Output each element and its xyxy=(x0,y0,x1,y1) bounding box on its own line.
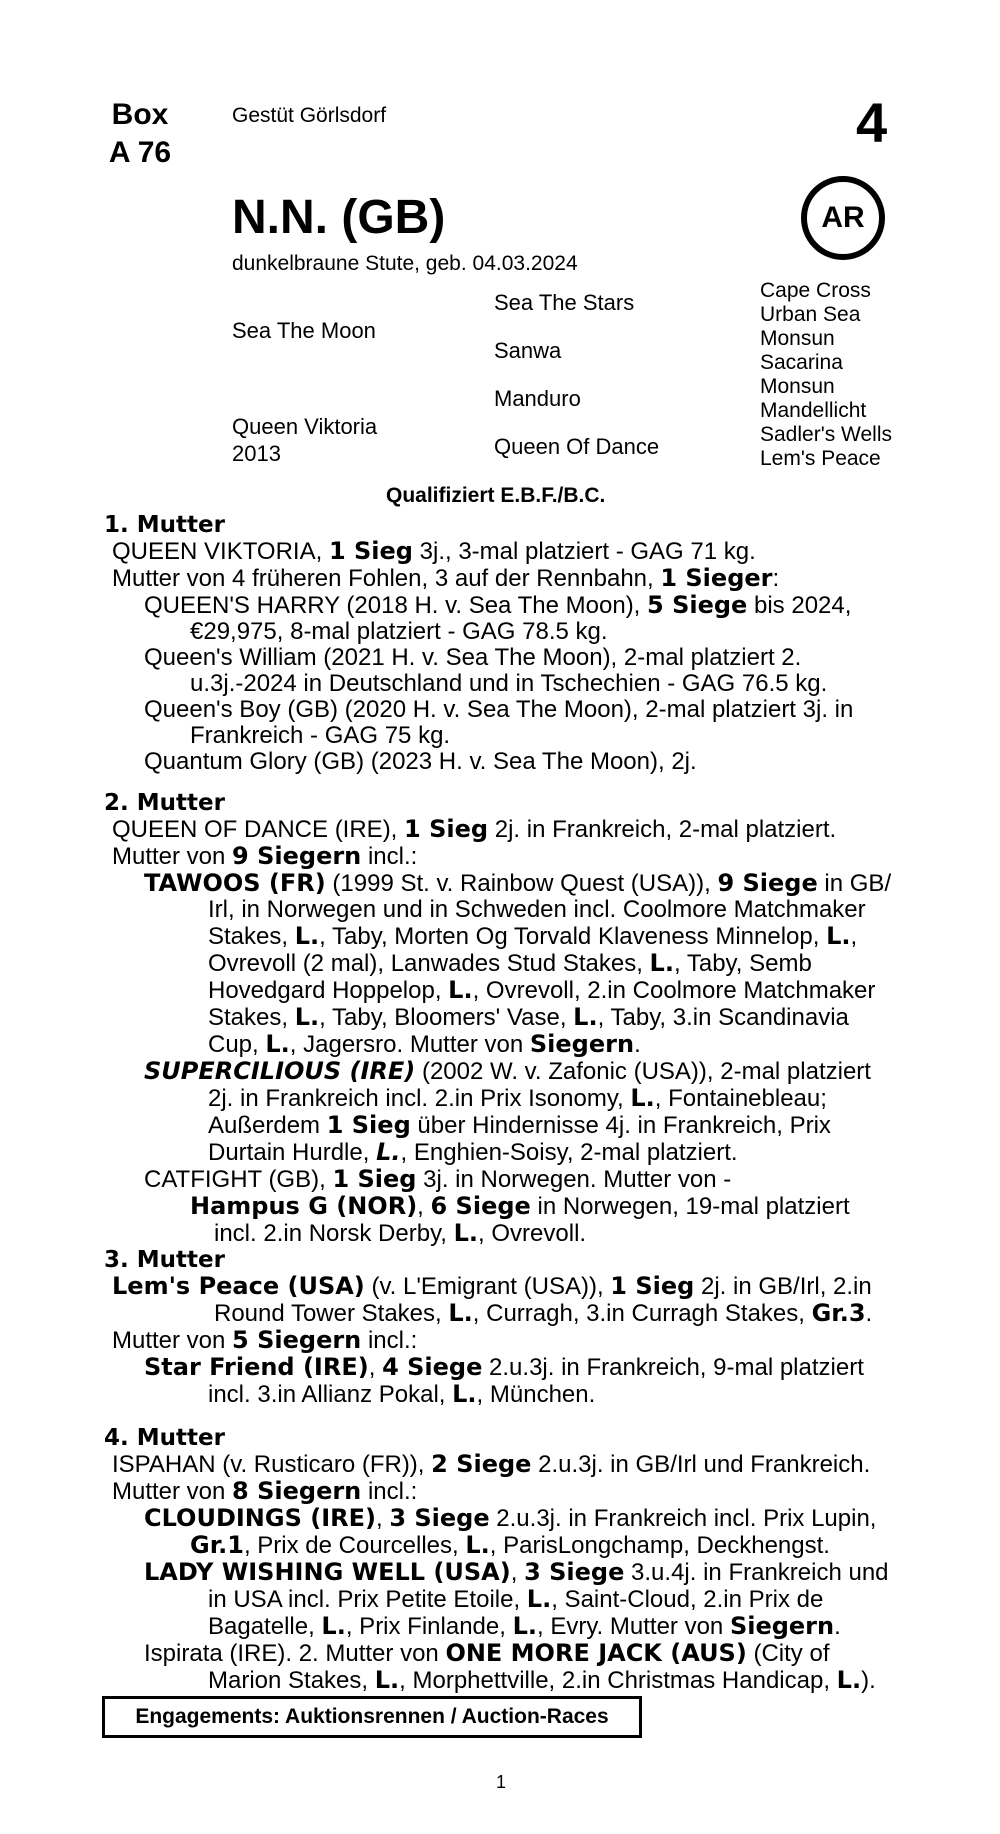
text: ISPAHAN (v. Rusticaro (FR)), xyxy=(112,1451,432,1478)
bold-text: 1 Sieg xyxy=(610,1272,695,1300)
text: (v. L'Emigrant (USA)), xyxy=(364,1273,611,1300)
text-line xyxy=(104,897,891,923)
bold-text: Gr.3 xyxy=(811,1299,866,1327)
text: , Jagersro. Mutter von xyxy=(289,1031,530,1058)
text: , Taby, Bloomers' Vase, xyxy=(319,1004,574,1031)
bold-text: L. xyxy=(649,949,674,977)
text-line xyxy=(104,1220,891,1247)
text: Hovedgard Hoppelop, xyxy=(208,977,449,1004)
text: Marion Stakes, xyxy=(208,1667,375,1694)
bold-text: L. xyxy=(448,1299,473,1327)
section-mutter-2 xyxy=(104,790,891,1247)
bold-text: 5 Siegern xyxy=(232,1326,362,1354)
bold-text: L. xyxy=(453,1219,479,1247)
text-line xyxy=(104,592,853,619)
text: . xyxy=(634,1031,641,1058)
pedigree-g3: Sadler's Wells xyxy=(760,423,892,446)
bold-text: 1 Sieg xyxy=(332,1165,417,1193)
text-line xyxy=(104,645,853,671)
bold-text: L. xyxy=(465,1531,490,1559)
lot-number: 4 xyxy=(856,91,888,154)
bold-text: 9 Siegern xyxy=(232,842,362,870)
text: incl. 3.in Allianz Pokal, xyxy=(208,1381,453,1408)
bold-text: 6 Siege xyxy=(430,1192,531,1220)
page-number: 1 xyxy=(496,1772,507,1792)
text: , Evry. Mutter von xyxy=(537,1613,730,1640)
text: , Saint-Cloud, 2.in Prix de xyxy=(551,1586,824,1613)
text: Queen's Boy (GB) (2020 H. v. Sea The Moon), 2-mal platziert 3j. in xyxy=(144,696,854,723)
text-line xyxy=(104,1478,889,1505)
text: ). xyxy=(861,1667,876,1694)
text: , Prix de Courcelles, xyxy=(243,1532,466,1559)
text-line xyxy=(104,723,853,749)
text: Bagatelle, xyxy=(208,1613,322,1640)
text: Durtain Hurdle, xyxy=(208,1139,377,1166)
bold-text: L. xyxy=(374,1666,400,1694)
text: 2j. in GB/Irl, 2.in xyxy=(694,1273,872,1300)
section-mutter-1 xyxy=(104,512,853,775)
text: Round Tower Stakes, xyxy=(214,1300,449,1327)
text-line xyxy=(104,1327,872,1354)
text-line xyxy=(104,538,853,565)
bold-text: 1 Sieger xyxy=(660,564,773,592)
engagements-label: Engagements: Auktionsrennen / Auction-Races xyxy=(135,1705,609,1728)
text: , München. xyxy=(476,1381,596,1408)
text-line xyxy=(104,1300,872,1327)
bold-text: Lem's Peace (USA) xyxy=(112,1272,365,1300)
bold-italic-text: SUPERCILIOUS (IRE) xyxy=(144,1057,416,1085)
bold-text: ONE MORE JACK (AUS) xyxy=(445,1639,747,1667)
box-label: Box xyxy=(111,98,169,131)
text: QUEEN VIKTORIA, xyxy=(112,538,329,565)
text: 3j., 3-mal platziert - GAG 71 kg. xyxy=(412,538,756,565)
text-line xyxy=(104,749,853,775)
section-title: 3. Mutter xyxy=(104,1247,225,1273)
text: Mutter von xyxy=(112,1478,233,1505)
text: Außerdem xyxy=(208,1112,327,1139)
pedigree-sire: Sea The Moon xyxy=(232,318,376,343)
bold-text: 1 Sieg xyxy=(328,537,413,565)
bold-text: TAWOOS (FR) xyxy=(144,869,326,897)
text: Mutter von xyxy=(112,843,233,870)
text: . xyxy=(865,1300,873,1327)
pedigree-g3: Monsun xyxy=(760,327,835,350)
text-line xyxy=(104,1613,889,1640)
text-line xyxy=(104,1004,891,1031)
pedigree-g3: Monsun xyxy=(760,375,835,398)
pedigree-g3: Lem's Peace xyxy=(760,447,881,470)
text: Queen's William (2021 H. v. Sea The Moon), 2-mal platziert 2. xyxy=(144,644,802,671)
pedigree-g2: Manduro xyxy=(494,386,581,411)
section-mutter-3 xyxy=(104,1247,872,1408)
text: 2.u.3j. in Frankreich incl. Prix Lupin, xyxy=(489,1505,877,1532)
pedigree-g2: Queen Of Dance xyxy=(494,434,660,459)
bold-text: L. xyxy=(294,1003,320,1031)
text: , Taby, 3.in Scandinavia xyxy=(597,1004,849,1031)
text: 3.u.4j. in Frankreich und xyxy=(624,1559,889,1586)
text-line xyxy=(104,977,891,1004)
bold-text: L. xyxy=(512,1612,537,1640)
text: 3j. in Norwegen. Mutter von - xyxy=(416,1166,732,1193)
text: . xyxy=(834,1613,841,1640)
text-line xyxy=(104,1193,891,1220)
text: 2.u.3j. in Frankreich, 9-mal platziert xyxy=(482,1354,864,1381)
bold-text: 9 Siege xyxy=(717,869,818,897)
text: , xyxy=(368,1354,383,1381)
text-line xyxy=(104,923,891,950)
text-line xyxy=(104,619,853,645)
text: Mutter von xyxy=(112,1327,233,1354)
text-line xyxy=(104,950,891,977)
text-line xyxy=(104,1166,891,1193)
text: in USA incl. Prix Petite Etoile, xyxy=(208,1586,527,1613)
text: , Morphettville, 2.in Christmas Handicap, xyxy=(399,1667,837,1694)
section-title: 1. Mutter xyxy=(104,512,225,538)
pedigree-dam-year: 2013 xyxy=(232,441,281,466)
text: , xyxy=(417,1193,431,1220)
text: : xyxy=(772,565,780,592)
stud-name: Gestüt Görlsdorf xyxy=(232,104,387,127)
text: (City of xyxy=(746,1640,830,1667)
text: 2.u.3j. in GB/Irl und Frankreich. xyxy=(531,1451,871,1478)
text: QUEEN OF DANCE (IRE), xyxy=(112,816,405,843)
section-mutter-4 xyxy=(104,1425,889,1694)
bold-text: L. xyxy=(265,1030,290,1058)
bold-text: Star Friend (IRE) xyxy=(144,1353,369,1381)
bold-text: L. xyxy=(294,922,320,950)
text: CATFIGHT (GB), xyxy=(144,1166,333,1193)
pedigree-g3: Cape Cross xyxy=(760,279,871,302)
text: in GB/ xyxy=(817,870,892,897)
bold-text: L. xyxy=(826,922,851,950)
text-line xyxy=(104,1381,872,1408)
text: u.3j.-2024 in Deutschland und in Tschechien - GAG 76.5 kg. xyxy=(190,670,828,697)
section-title: 2. Mutter xyxy=(104,790,225,816)
text: , Curragh, 3.in Curragh Stakes, xyxy=(472,1300,812,1327)
text: , Fontainebleau; xyxy=(654,1085,827,1112)
bold-text: Gr.1 xyxy=(190,1531,244,1559)
text-line xyxy=(104,1505,889,1532)
text-line xyxy=(104,1031,891,1058)
text: Frankreich - GAG 75 kg. xyxy=(190,722,451,749)
bold-text: Siegern xyxy=(729,1612,835,1640)
bold-text: 5 Siege xyxy=(647,591,748,619)
text-line xyxy=(104,1354,872,1381)
text: incl. 2.in Norsk Derby, xyxy=(214,1220,454,1247)
bold-text: L. xyxy=(573,1003,598,1031)
text: Irl, in Norwegen und in Schweden incl. Coolmore Matchmaker xyxy=(208,896,866,923)
ar-badge xyxy=(801,176,885,260)
bold-text: 4 Siege xyxy=(382,1353,483,1381)
bold-text: 3 Siege xyxy=(524,1558,625,1586)
text: €29,975, 8-mal platziert - GAG 78.5 kg. xyxy=(190,618,608,645)
pedigree-g3: Mandellicht xyxy=(760,399,867,422)
text: incl.: xyxy=(361,1478,418,1505)
text: (2002 W. v. Zafonic (USA)), 2-mal platziert xyxy=(415,1058,871,1085)
text: , Prix Finlande, xyxy=(345,1613,513,1640)
pedigree-g3: Urban Sea xyxy=(760,303,861,326)
bold-text: L. xyxy=(836,1666,862,1694)
bold-text: 1 Sieg xyxy=(326,1111,411,1139)
bold-text: L. xyxy=(321,1612,346,1640)
text-line xyxy=(104,1451,889,1478)
text-line xyxy=(104,816,891,843)
text: QUEEN'S HARRY (2018 H. v. Sea The Moon), xyxy=(144,592,648,619)
bold-text: L. xyxy=(630,1084,655,1112)
text: , Ovrevoll. xyxy=(478,1220,587,1247)
text: 2j. in Frankreich, 2-mal platziert. xyxy=(488,816,837,843)
text-line xyxy=(104,1273,872,1300)
text-line xyxy=(104,1112,891,1139)
text: Mutter von 4 früheren Fohlen, 3 auf der Rennbahn, xyxy=(112,565,661,592)
pedigree-g2: Sanwa xyxy=(494,338,562,363)
bold-text: 3 Siege xyxy=(389,1504,490,1532)
text: , ParisLongchamp, Deckhengst. xyxy=(489,1532,830,1559)
text: , xyxy=(850,923,858,950)
text-line xyxy=(104,1667,889,1694)
text: (1999 St. v. Rainbow Quest (USA)), xyxy=(325,870,718,897)
text: bis 2024, xyxy=(747,592,852,619)
engagements-box xyxy=(102,1696,642,1738)
text-line xyxy=(104,1559,889,1586)
horse-description: dunkelbraune Stute, geb. 04.03.2024 xyxy=(232,252,578,275)
text: 2j. in Frankreich incl. 2.in Prix Isonomy, xyxy=(208,1085,631,1112)
text-line xyxy=(104,1640,889,1667)
bold-text: L. xyxy=(452,1380,477,1408)
qualification: Qualifiziert E.B.F./B.C. xyxy=(386,484,606,507)
bold-text: L. xyxy=(448,976,473,1004)
text: über Hindernisse 4j. in Frankreich, Prix xyxy=(410,1112,831,1139)
text-line xyxy=(104,1058,891,1085)
text-line xyxy=(104,1139,891,1166)
horse-name: N.N. (GB) xyxy=(232,191,446,244)
bold-italic-text: L. xyxy=(376,1138,401,1166)
text: Stakes, xyxy=(208,1004,295,1031)
text-line xyxy=(104,1586,889,1613)
pedigree-g2: Sea The Stars xyxy=(494,290,635,315)
bold-text: L. xyxy=(526,1585,552,1613)
ar-badge-label: AR xyxy=(821,201,865,234)
bold-text: 8 Siegern xyxy=(232,1477,362,1505)
text: Quantum Glory (GB) (2023 H. v. Sea The Moon), 2j. xyxy=(144,748,697,775)
text: , Taby, Morten Og Torvald Klaveness Minnelop, xyxy=(319,923,827,950)
bold-text: 2 Siege xyxy=(431,1450,532,1478)
text: Cup, xyxy=(208,1031,266,1058)
bold-text: LADY WISHING WELL (USA) xyxy=(144,1558,511,1586)
text: , Enghien-Soisy, 2-mal platziert. xyxy=(400,1139,738,1166)
text: incl.: xyxy=(361,843,418,870)
text: in Norwegen, 19-mal platziert xyxy=(530,1193,850,1220)
text-line xyxy=(104,697,853,723)
box-number: A 76 xyxy=(108,136,172,169)
section-title: 4. Mutter xyxy=(104,1425,225,1451)
text: incl.: xyxy=(361,1327,418,1354)
text: , xyxy=(375,1505,390,1532)
text-line xyxy=(104,1085,891,1112)
text: Ispirata (IRE). 2. Mutter von xyxy=(144,1640,446,1667)
bold-text: 1 Sieg xyxy=(404,815,489,843)
text-line xyxy=(104,565,853,592)
text: , xyxy=(510,1559,525,1586)
text: Ovrevoll (2 mal), Lanwades Stud Stakes, xyxy=(208,950,650,977)
text-line xyxy=(104,671,853,697)
pedigree-dam: Queen Viktoria xyxy=(232,414,378,439)
text: Stakes, xyxy=(208,923,295,950)
text-line xyxy=(104,1532,889,1559)
bold-text: CLOUDINGS (IRE) xyxy=(144,1504,376,1532)
text-line xyxy=(104,870,891,897)
text: , Taby, Semb xyxy=(673,950,812,977)
pedigree-g3: Sacarina xyxy=(760,351,843,374)
text: , Ovrevoll, 2.in Coolmore Matchmaker xyxy=(472,977,876,1004)
text-line xyxy=(104,843,891,870)
bold-text: Hampus G (NOR) xyxy=(190,1192,418,1220)
bold-text: Siegern xyxy=(529,1030,635,1058)
